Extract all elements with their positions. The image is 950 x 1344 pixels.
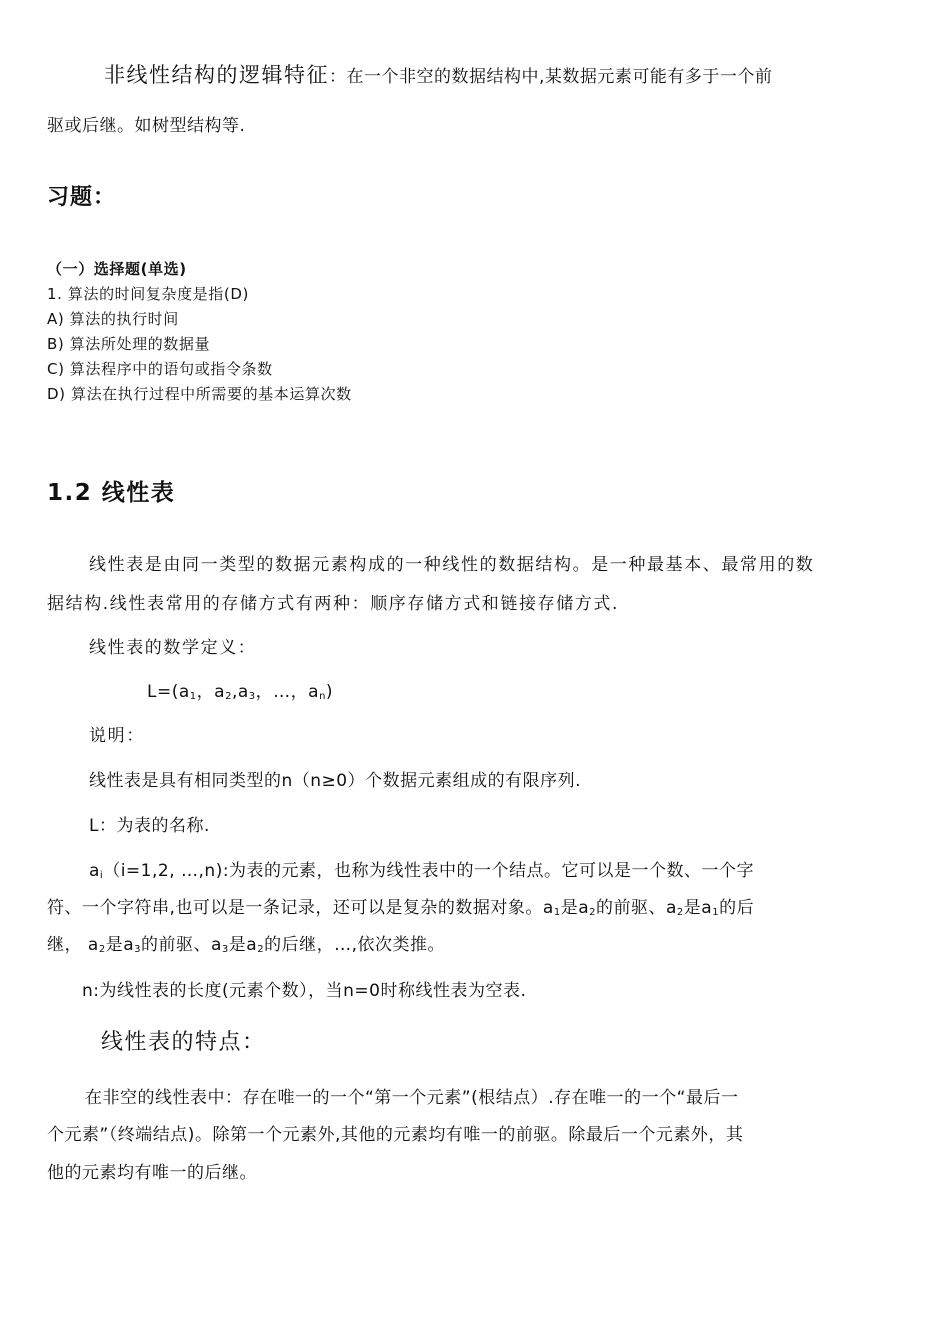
el3-t1: 继， a bbox=[47, 935, 99, 955]
ai-sub: i bbox=[99, 870, 104, 881]
option-c: C) 算法程序中的语句或指令条数 bbox=[47, 360, 273, 378]
question-type-label: （一）选择题(单选) bbox=[47, 260, 187, 278]
intro-line-1 bbox=[104, 64, 772, 88]
el3-t4: 是a bbox=[228, 935, 258, 955]
el3-s4: 2 bbox=[257, 944, 265, 955]
el3-s1: 2 bbox=[98, 944, 106, 955]
formula-sub-n: n bbox=[319, 691, 326, 702]
exercises-heading: 习题： bbox=[47, 185, 117, 210]
el3-t2: 是a bbox=[105, 935, 135, 955]
element-line-1 bbox=[89, 860, 754, 882]
el3-s2: 3 bbox=[134, 944, 141, 955]
el2-t3: 的前驱、a bbox=[596, 898, 677, 918]
formula-prefix: L=(a bbox=[147, 682, 190, 702]
el2-t5: 的后 bbox=[719, 898, 755, 918]
section-heading: 1.2 线性表 bbox=[47, 480, 176, 506]
formula-part-3: ,a bbox=[231, 682, 249, 702]
features-line-2: 个元素”（终端结点)。除第一个元素外,其他的元素均有唯一的前驱。除最后一个元素外，其 bbox=[47, 1125, 744, 1145]
intro-line-1-rest: ：在一个非空的数据结构中,某数据元素可能有多于一个前 bbox=[329, 67, 773, 87]
formula-part-4: ，…，a bbox=[255, 682, 320, 702]
question-1: 1. 算法的时间复杂度是指(D) bbox=[47, 285, 249, 303]
el2-s4: 1 bbox=[712, 907, 720, 918]
el2-t2: 是a bbox=[560, 898, 590, 918]
el3-s3: 3 bbox=[221, 944, 229, 955]
math-definition-label: 线性表的数学定义： bbox=[89, 638, 257, 658]
el3-t5: 的后继，…,依次类推。 bbox=[264, 935, 445, 955]
formula-sub-2: 2 bbox=[225, 691, 232, 702]
formula-part-2: ，a bbox=[196, 682, 226, 702]
para1-line-2: 据结构.线性表常用的存储方式有两种：顺序存储方式和链接存储方式. bbox=[47, 594, 620, 614]
formula bbox=[147, 681, 333, 703]
features-heading: 线性表的特点： bbox=[101, 1030, 266, 1055]
para1-line-1: 线性表是由同一类型的数据元素构成的一种线性的数据结构。是一种最基本、最常用的数 bbox=[89, 555, 815, 575]
element-line-1-rest: （i=1,2, …,n):为表的元素，也称为线性表中的一个结点。它可以是一个数、一个字 bbox=[103, 861, 755, 881]
intro-heading: 非线性结构的逻辑特征 bbox=[104, 63, 329, 87]
element-line-2 bbox=[47, 897, 754, 919]
el2-s2: 2 bbox=[589, 907, 596, 918]
formula-sub-3: 3 bbox=[248, 691, 256, 702]
el2-s3: 2 bbox=[676, 907, 684, 918]
el3-t3: 的前驱、a bbox=[141, 935, 222, 955]
explain-label: 说明： bbox=[89, 726, 145, 746]
explain-line-1: 线性表是具有相同类型的n（n≥0）个数据元素组成的有限序列. bbox=[89, 771, 582, 791]
length-line: n:为线性表的长度(元素个数），当n=0时称线性表为空表. bbox=[82, 981, 527, 1001]
intro-line-2: 驱或后继。如树型结构等. bbox=[47, 116, 246, 136]
el2-s1: 1 bbox=[553, 907, 561, 918]
features-line-3: 他的元素均有唯一的后继。 bbox=[47, 1163, 257, 1183]
formula-suffix: ) bbox=[325, 682, 334, 702]
formula-sub-1: 1 bbox=[189, 691, 197, 702]
features-line-1: 在非空的线性表中：存在唯一的一个“第一个元素”(根结点）.存在唯一的一个“最后一 bbox=[85, 1088, 739, 1108]
ai-symbol: a bbox=[89, 861, 100, 881]
option-b: B) 算法所处理的数据量 bbox=[47, 335, 211, 353]
option-d: D) 算法在执行过程中所需要的基本运算次数 bbox=[47, 385, 352, 403]
explain-line-2: L：为表的名称. bbox=[89, 816, 210, 836]
element-line-3 bbox=[47, 934, 445, 956]
option-a: A) 算法的执行时间 bbox=[47, 310, 179, 328]
el2-t1: 符、一个字符串,也可以是一条记录，还可以是复杂的数据对象。a bbox=[47, 898, 554, 918]
el2-t4: 是a bbox=[683, 898, 713, 918]
